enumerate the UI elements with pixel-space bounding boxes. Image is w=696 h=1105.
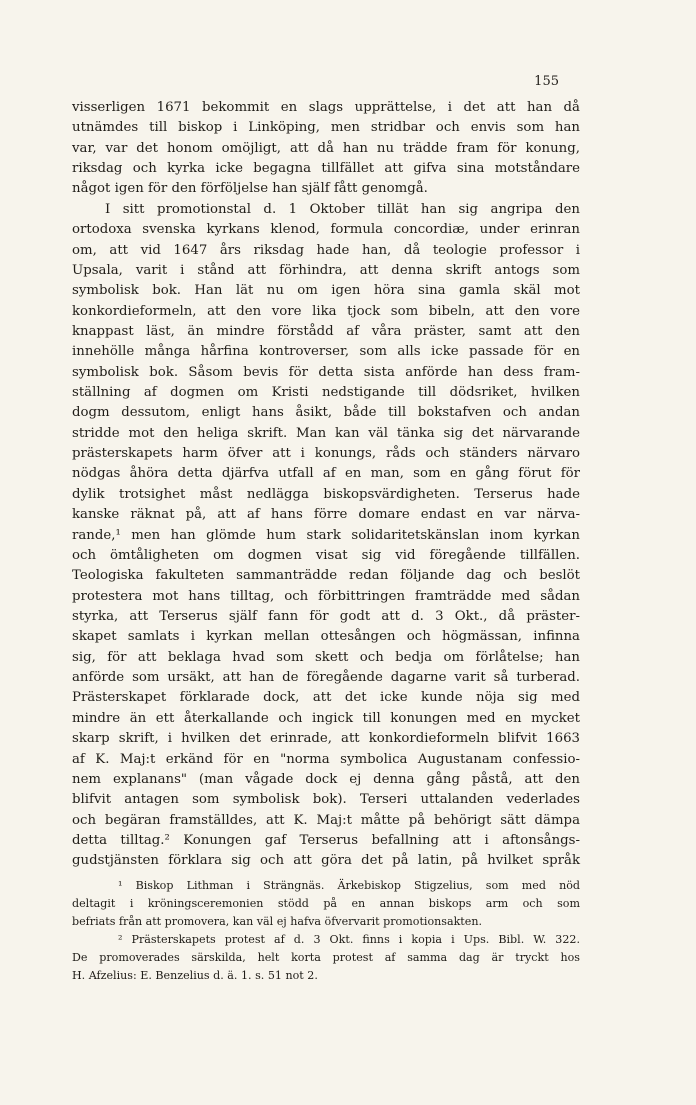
- text-line: konkordieformeln, att den vore lika tjock som bibeln, att den vore: [72, 303, 580, 319]
- footnote-line: befriats från att promovera, kan väl ej hafva öfvervarit promotionsakten.: [72, 915, 482, 928]
- text-line: dylik trotsighet måst nedlägga biskopsvärdigheten. Terserus hade: [72, 486, 580, 502]
- text-line: Prästerskapet förklarade dock, att det icke kunde nöja sig med: [72, 690, 580, 706]
- footnote-line: deltagit i kröningsceremonien stödd på en annan biskops arm och som: [72, 897, 580, 910]
- text-line: och ömtåligheten om dogmen visat sig vid föregående tillfällen.: [72, 547, 580, 563]
- text-line: anförde som ursäkt, att han de föregående dagarne varit så turberad.: [72, 670, 580, 686]
- text-line: I sitt promotionstal d. 1 Oktober tillät han sig angripa den: [105, 201, 580, 217]
- text-line: dogm dessutom, enligt hans åsikt, både till bokstafven och andan: [72, 405, 580, 421]
- text-line: innehölle många hårfina kontroverser, som alls icke passade för en: [72, 344, 580, 360]
- text-line: nem explanans" (man vågade dock ej denna gång påstå, att den: [72, 771, 580, 787]
- footnote-line: ² Prästerskapets protest af d. 3 Okt. finns i kopia i Ups. Bibl. W. 322.: [118, 933, 580, 946]
- footnote-line: ¹ Biskop Lithman i Strängnäs. Ärkebiskop Stigzelius, som med nöd: [118, 879, 580, 892]
- body-text: [72, 98, 580, 872]
- text-line: skarp skrift, i hvilken det erinrade, att konkordieformeln blifvit 1663: [72, 731, 580, 747]
- text-line: Teologiska fakulteten sammanträdde redan följande dag och beslöt: [72, 568, 580, 584]
- text-line: kanske räknat på, att af hans förre domare endast en var närva-: [72, 507, 580, 523]
- text-line: gudstjänsten förklara sig och att göra det på latin, på hvilket språk: [72, 853, 580, 869]
- text-line: mindre än ett återkallande och ingick till konungen med en mycket: [72, 710, 580, 726]
- text-line: stridde mot den heliga skrift. Man kan väl tänka sig det närvarande: [72, 425, 580, 441]
- text-line: af K. Maj:t erkänd för en "norma symbolica Augustanam confessio-: [72, 751, 580, 767]
- text-line: nödgas åhöra detta djärfva utfall af en man, som en gång förut för: [72, 466, 580, 482]
- text-line: protestera mot hans tilltag, och förbittringen framträdde med sådan: [72, 588, 580, 604]
- text-line: blifvit antagen som symbolisk bok). Terseri uttalanden vederlades: [72, 792, 580, 808]
- text-line: skapet samlats i kyrkan mellan ottesången och högmässan, infinna: [72, 629, 580, 645]
- text-line: symbolisk bok. Såsom bevis för detta sista anförde han dess fram-: [72, 364, 580, 380]
- text-line: prästerskapets harm öfver att i konungs, råds och ständers närvaro: [72, 446, 580, 462]
- text-line: något igen för den förföljelse han själf fått genomgå.: [72, 181, 428, 197]
- text-line: om, att vid 1647 års riksdag hade han, då teologie professor i: [72, 242, 580, 258]
- footnotes: [72, 877, 580, 985]
- text-line: detta tilltag.² Konungen gaf Terserus befallning att i aftonsångs-: [72, 832, 580, 848]
- text-line: och begäran framställdes, att K. Maj:t måtte på behörigt sätt dämpa: [72, 812, 580, 828]
- page-number: 155: [534, 74, 559, 89]
- text-line: rande,¹ men han glömde hum stark solidaritetskänslan inom kyrkan: [72, 527, 580, 543]
- text-line: var, var det honom omöjligt, att då han nu trädde fram för konung,: [72, 140, 580, 156]
- footnote-line: De promoverades särskilda, helt korta protest af samma dag är tryckt hos: [72, 951, 580, 964]
- text-line: symbolisk bok. Han lät nu om igen höra sina gamla skäl mot: [72, 283, 580, 299]
- text-line: riksdag och kyrka icke begagna tillfället att gifva sina motståndare: [72, 161, 580, 177]
- text-line: ställning af dogmen om Kristi nedstigande till dödsriket, hvilken: [72, 385, 580, 401]
- text-line: Upsala, varit i stånd att förhindra, att denna skrift antogs som: [72, 262, 580, 278]
- text-line: styrka, att Terserus själf fann för godt att d. 3 Okt., då präster-: [72, 608, 580, 624]
- text-line: knappast läst, än mindre förstådd af våra präster, samt att den: [72, 323, 580, 339]
- footnote-line: H. Afzelius: E. Benzelius d. ä. 1. s. 51 not 2.: [72, 969, 318, 982]
- text-line: ortodoxa svenska kyrkans klenod, formula concordiæ, under erinran: [72, 222, 580, 238]
- text-line: visserligen 1671 bekommit en slags upprättelse, i det att han då: [72, 100, 580, 115]
- text-line: utnämdes till biskop i Linköping, men stridbar och envis som han: [72, 120, 580, 136]
- text-line: sig, för att beklaga hvad som skett och bedja om förlåtelse; han: [72, 649, 580, 665]
